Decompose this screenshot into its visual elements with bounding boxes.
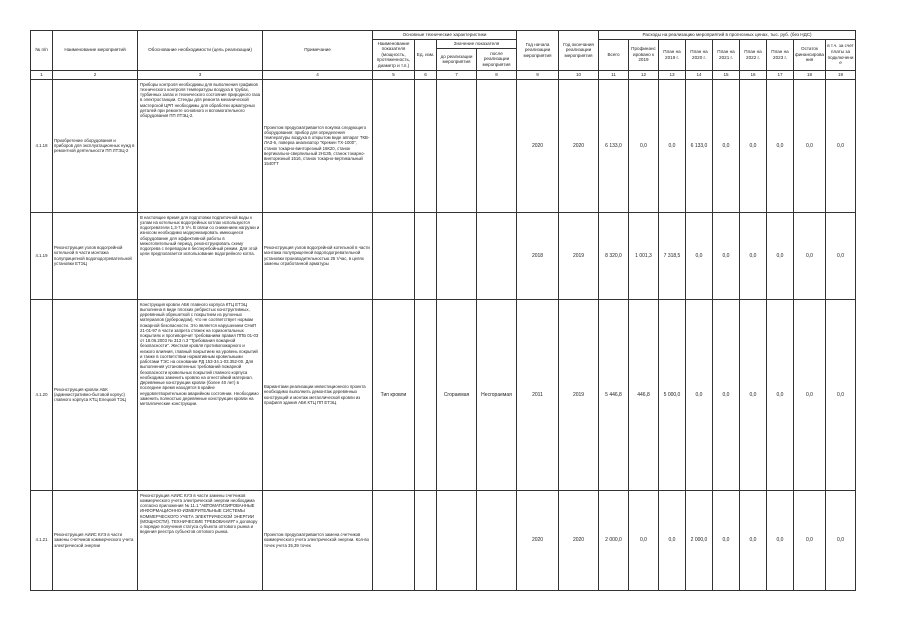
row-num: 4.1.18 <box>31 79 53 212</box>
investment-table <box>30 30 856 591</box>
header-indicator: Наименование показателя (мощность, протяженность, диаметр и т.п.) <box>373 39 415 70</box>
row-before <box>437 79 477 212</box>
row-total: 2 000,0 <box>599 490 629 590</box>
row-remaining: 0,0 <box>794 490 826 590</box>
row-start: 2020 <box>517 490 559 590</box>
row-total: 6 133,0 <box>599 79 629 212</box>
row-plan-2021: 0,0 <box>713 299 740 490</box>
header-expenses: Расходы на реализацию мероприятий в прогнозных ценах, тыс. руб. (без НДС) <box>599 31 856 40</box>
row-plan-2021: 0,0 <box>713 490 740 590</box>
header-start-year: Год начала реализации мероприятия <box>517 31 559 71</box>
header-plan-2023: План на 2023 г. <box>767 39 794 70</box>
row-plan-2023: 0,0 <box>767 79 794 212</box>
row-num: 4.1.21 <box>31 490 53 590</box>
row-total: 8 320,0 <box>599 212 629 299</box>
row-name: Приобретение оборудования и приборов для эксплуатационных нужд в ремонтной деятельности ПП ЛТЭЦ-2 <box>53 79 138 212</box>
row-tariff: 0,0 <box>826 212 856 299</box>
row-plan-2019: 0,0 <box>659 490 686 590</box>
row-plan-2022: 0,0 <box>740 299 767 490</box>
row-note: Реконструкция узлов водогрейной котельной в части монтажа полуприцепной водоподогревательной установки производительностью 25 т/час, в целях замены отработанной арматуры <box>263 212 373 299</box>
header-value-before: до реализации мероприятия <box>437 48 477 70</box>
row-plan-2021: 0,0 <box>713 212 740 299</box>
row-reason: Реконструкция АИИС КУЭ в части замены счетчиков коммерческого учета электрической энергии необходима согласно приложения № 11.1 "АВТОМАТИЗИРОВАННЫЕ ИНФОРМАЦИОННО-ИЗМЕРИТЕЛЬНЫЕ СИСТЕМЫ КОММЕРЧЕСКОГО УЧЕТА ЭЛЕКТРИЧЕСКОЙ ЭНЕРГИИ (МОЩНОСТИ). ТЕХНИЧЕСКИЕ ТРЕБОВАНИЯ" к договору о порядке получения статуса субъекта оптового рынка и ведения реестра субъектов оптового рынка. <box>138 490 263 590</box>
col-number: 2 <box>53 70 138 79</box>
row-unit <box>415 79 437 212</box>
header-value-after: после реализации мероприятия <box>477 48 517 70</box>
col-number: 9 <box>517 70 559 79</box>
row-after <box>477 79 517 212</box>
row-plan-2020: 6 133,0 <box>686 79 713 212</box>
header-tariff: в т.ч. за счет платы за подключение <box>826 39 856 70</box>
row-plan-2019: 0,0 <box>659 79 686 212</box>
row-plan-2023: 0,0 <box>767 212 794 299</box>
header-reason: Обоснование необходимости (цель реализации) <box>138 31 263 71</box>
col-number: 17 <box>767 70 794 79</box>
row-plan-2023: 0,0 <box>767 299 794 490</box>
row-plan-2020: 2 000,0 <box>686 490 713 590</box>
row-before <box>437 490 477 590</box>
row-plan-2021: 0,0 <box>713 79 740 212</box>
row-reason: В настоящее время для подготовки подпиточной воды к узлам на котельных водогрейных котлах используются подогреватели 1,3-7,5 т/ч. В связи со снижением нагрузки и износом необходимо модернизировать имеющееся оборудование для эффективной работы в межотопительный период, реконструировать схему подогрева с переводом в бесперебойный режим. Для этой цели предполагается использование водогрейного котла. <box>138 212 263 299</box>
row-end: 2019 <box>559 212 599 299</box>
row-financed: 0,0 <box>629 490 659 590</box>
row-plan-2020: 0,0 <box>686 212 713 299</box>
row-end: 2020 <box>559 79 599 212</box>
row-financed: 446,8 <box>629 299 659 490</box>
header-plan-2019: План на 2019 г. <box>659 39 686 70</box>
header-plan-2022: План на 2022 г. <box>740 39 767 70</box>
table-row <box>31 79 856 212</box>
header-main-characteristics: Основные технические характеристики <box>373 31 517 40</box>
row-after: Несгораемая <box>477 299 517 490</box>
row-indicator <box>373 212 415 299</box>
header-plan-2020: План на 2020 г. <box>686 39 713 70</box>
header-plan-2021: План на 2021 г. <box>713 39 740 70</box>
row-remaining: 0,0 <box>794 212 826 299</box>
row-indicator: Тип кровли <box>373 299 415 490</box>
row-tariff: 0,0 <box>826 490 856 590</box>
header-value: Значение показателя <box>437 39 517 48</box>
col-number: 19 <box>826 70 856 79</box>
row-before <box>437 212 477 299</box>
header-num: № п/п <box>31 31 53 71</box>
row-plan-2022: 0,0 <box>740 212 767 299</box>
row-note: Проектом предусматривается покупка следующего оборудования: прибор для определения температуры воздуха в открытом виде аппарат ТКВ-ЛАЗ-6, поверка анализатор "Кремен ТХ-1000", станок токарно-винторезный 16К20, станок вертикально-сверлильный 2Н135, станок токарно-винторезный 1516, станок токарно-вертикальный 1540ТТ <box>263 79 373 212</box>
row-name: Реконструкция узлов водогрейной котельной в части монтажа полуприцепной водоподогревательной установки ЕТЭЦ <box>53 212 138 299</box>
col-number: 14 <box>686 70 713 79</box>
row-unit <box>415 490 437 590</box>
row-name: Реконструкция кровли АБК (административно-бытовой корпус) главного корпуса КТЦ Елецкой ТЭЦ <box>53 299 138 490</box>
col-number: 7 <box>437 70 477 79</box>
table-row <box>31 299 856 490</box>
table-row <box>31 490 856 590</box>
col-number: 13 <box>659 70 686 79</box>
header-remaining: Остаток финансирования <box>794 39 826 70</box>
row-tariff: 0,0 <box>826 79 856 212</box>
col-number: 5 <box>373 70 415 79</box>
col-number: 3 <box>138 70 263 79</box>
col-number: 11 <box>599 70 629 79</box>
header-financed: Профинансировано к 2019 <box>629 39 659 70</box>
col-number: 8 <box>477 70 517 79</box>
row-financed: 1 001,3 <box>629 212 659 299</box>
header-unit: Ед. изм. <box>415 39 437 70</box>
document-page <box>30 30 855 610</box>
row-start: 2011 <box>517 299 559 490</box>
row-start: 2020 <box>517 79 559 212</box>
row-start: 2018 <box>517 212 559 299</box>
header-end-year: Год окончания реализации мероприятия <box>559 31 599 71</box>
row-after <box>477 490 517 590</box>
row-name: Реконструкция АИИС КУЭ в части замены счетчиков коммерческого учета электрической энергии <box>53 490 138 590</box>
row-plan-2020: 0,0 <box>686 299 713 490</box>
col-number: 10 <box>559 70 599 79</box>
row-plan-2023: 0,0 <box>767 490 794 590</box>
row-before: Сгораемая <box>437 299 477 490</box>
col-number: 1 <box>31 70 53 79</box>
col-number: 16 <box>740 70 767 79</box>
header-name: Наименование мероприятий <box>53 31 138 71</box>
row-plan-2019: 7 318,5 <box>659 212 686 299</box>
col-number: 6 <box>415 70 437 79</box>
row-reason: Конструкция кровли АБК главного корпуса КТЦ ЕТЭЦ выполнена в виде плоских ребристых конструктивных, деревянный обрешеткой с покрытием из рулонных материалов (рубероидом), что не соответствует нормам пожарной безопасности. Это является нарушением СНиП 21-01-97 в части запрета стяжек на горизонтальных покрытиях и противоречит требованиям правил ППБ 01-03 от 18.06.2003 № 313 п.3 "Требования пожарной безопасности". Жесткая кровля противопожарного и низкого влияния, главный покрытием на уровень покрытий и также в соответствии нормативным кровельными работами ТЭС на основании РД 153-34.1-03.352-00. Для выполнения установленных требований пожарной безопасности кровельных покрытий главного корпуса необходимо заменить кровлю на огнестойкий материал. Деревянные конструкции кровли (более 40 лет) в последнее время находятся в крайне неудовлетворительном аварийном состоянии. Необходимо заменить полностью деревянные конструкции кровли на металлические конструкции. <box>138 299 263 490</box>
col-number: 15 <box>713 70 740 79</box>
col-number: 12 <box>629 70 659 79</box>
row-remaining: 0,0 <box>794 79 826 212</box>
row-remaining: 0,0 <box>794 299 826 490</box>
row-end: 2020 <box>559 490 599 590</box>
row-end: 2019 <box>559 299 599 490</box>
row-num: 4.1.20 <box>31 299 53 490</box>
row-indicator <box>373 79 415 212</box>
row-after <box>477 212 517 299</box>
col-number: 18 <box>794 70 826 79</box>
row-note: Проектом предусматривается замена счетчиков коммерческого учета электрической энергии. Кол-во точек учета 35,39 точек <box>263 490 373 590</box>
row-financed: 0,0 <box>629 79 659 212</box>
row-plan-2022: 0,0 <box>740 79 767 212</box>
header-total: Всего <box>599 39 629 70</box>
row-note: Вариантами реализации инвестиционного проекта необходимо выполнить демонтаж деревянных конструкций и монтаж металлической кровли из профиля здания АБК КТЦ ПП ЕТЭЦ <box>263 299 373 490</box>
row-unit <box>415 299 437 490</box>
col-number: 4 <box>263 70 373 79</box>
table-row <box>31 212 856 299</box>
row-unit <box>415 212 437 299</box>
row-tariff: 0,0 <box>826 299 856 490</box>
row-plan-2022: 0,0 <box>740 490 767 590</box>
row-total: 5 446,8 <box>599 299 629 490</box>
header-note: Примечание <box>263 31 373 71</box>
row-indicator <box>373 490 415 590</box>
row-reason: Приборы контроля необходимы для выполнения графиков технического контроля температуры воздуха в трубах, турбинных залах и технического состояния природного газа в электростанции. Стенды для ремонта механической мастерской ЦРП необходимы для обработки арматурных деталей при ремонте основного и вспомогательного оборудования ПП ЛТЭЦ-2. <box>138 79 263 212</box>
row-num: 4.1.19 <box>31 212 53 299</box>
row-plan-2019: 5 000,0 <box>659 299 686 490</box>
